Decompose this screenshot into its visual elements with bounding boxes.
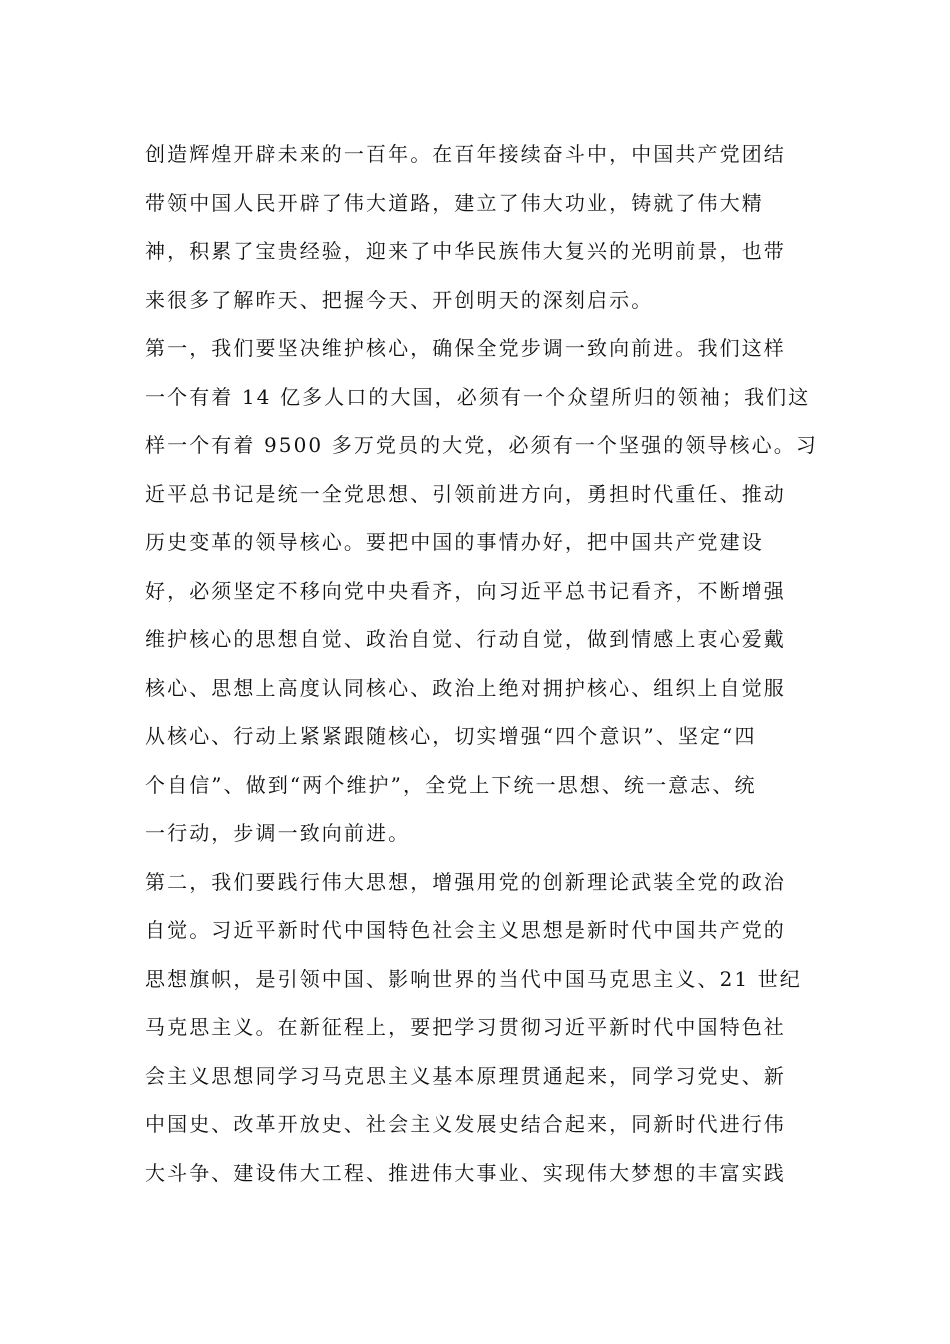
text-line: 会主义思想同学习马克思主义基本原理贯通起来，同学习党史、新 xyxy=(145,1063,786,1088)
text-line: 思想旗帜，是引领中国、影响世界的当代中国马克思主义、21 世纪 xyxy=(145,966,802,991)
text-line: 一个有着 14 亿多人口的大国，必须有一个众望所归的领袖；我们这 xyxy=(145,384,811,409)
text-line: 样一个有着 9500 多万党员的大党，必须有一个坚强的领导核心。习 xyxy=(145,433,818,457)
text-line: 一行动，步调一致向前进。 xyxy=(145,821,411,845)
text-line: 好，必须坚定不移向党中央看齐，向习近平总书记看齐，不断增强 xyxy=(145,578,786,603)
text-line: 带领中国人民开辟了伟大道路，建立了伟大功业，铸就了伟大精 xyxy=(145,190,764,215)
text-line: 自觉。习近平新时代中国特色社会主义思想是新时代中国共产党的 xyxy=(145,918,786,942)
text-line: 创造辉煌开辟未来的一百年。在百年接续奋斗中，中国共产党团结 xyxy=(145,142,786,166)
text-line: 近平总书记是统一全党思想、引领前进方向，勇担时代重任、推动 xyxy=(145,481,786,506)
text-line: 神，积累了宝贵经验，迎来了中华民族伟大复兴的光明前景，也带 xyxy=(145,239,786,263)
text-line: 从核心、行动上紧紧跟随核心，切实增强“四个意识”、坚定“四 xyxy=(145,724,757,748)
text-line: 个自信”、做到“两个维护”，全党上下统一思想、统一意志、统 xyxy=(145,772,757,797)
text-line: 大斗争、建设伟大工程、推进伟大事业、实现伟大梦想的丰富实践 xyxy=(145,1160,786,1185)
body-text xyxy=(145,130,818,1197)
text-line: 第一，我们要坚决维护核心，确保全党步调一致向前进。我们这样 xyxy=(145,336,786,360)
text-line: 核心、思想上高度认同核心、政治上绝对拥护核心、组织上自觉服 xyxy=(145,675,786,700)
text-line: 马克思主义。在新征程上，要把学习贯彻习近平新时代中国特色社 xyxy=(145,1015,786,1039)
text-line: 第二，我们要践行伟大思想，增强用党的创新理论武装全党的政治 xyxy=(145,869,786,894)
text-line: 中国史、改革开放史、社会主义发展史结合起来，同新时代进行伟 xyxy=(145,1112,786,1136)
text-line: 来很多了解昨天、把握今天、开创明天的深刻启示。 xyxy=(145,287,654,312)
text-line: 历史变革的领导核心。要把中国的事情办好，把中国共产党建设 xyxy=(145,530,764,554)
text-line: 维护核心的思想自觉、政治自觉、行动自觉，做到情感上衷心爱戴 xyxy=(145,627,786,651)
